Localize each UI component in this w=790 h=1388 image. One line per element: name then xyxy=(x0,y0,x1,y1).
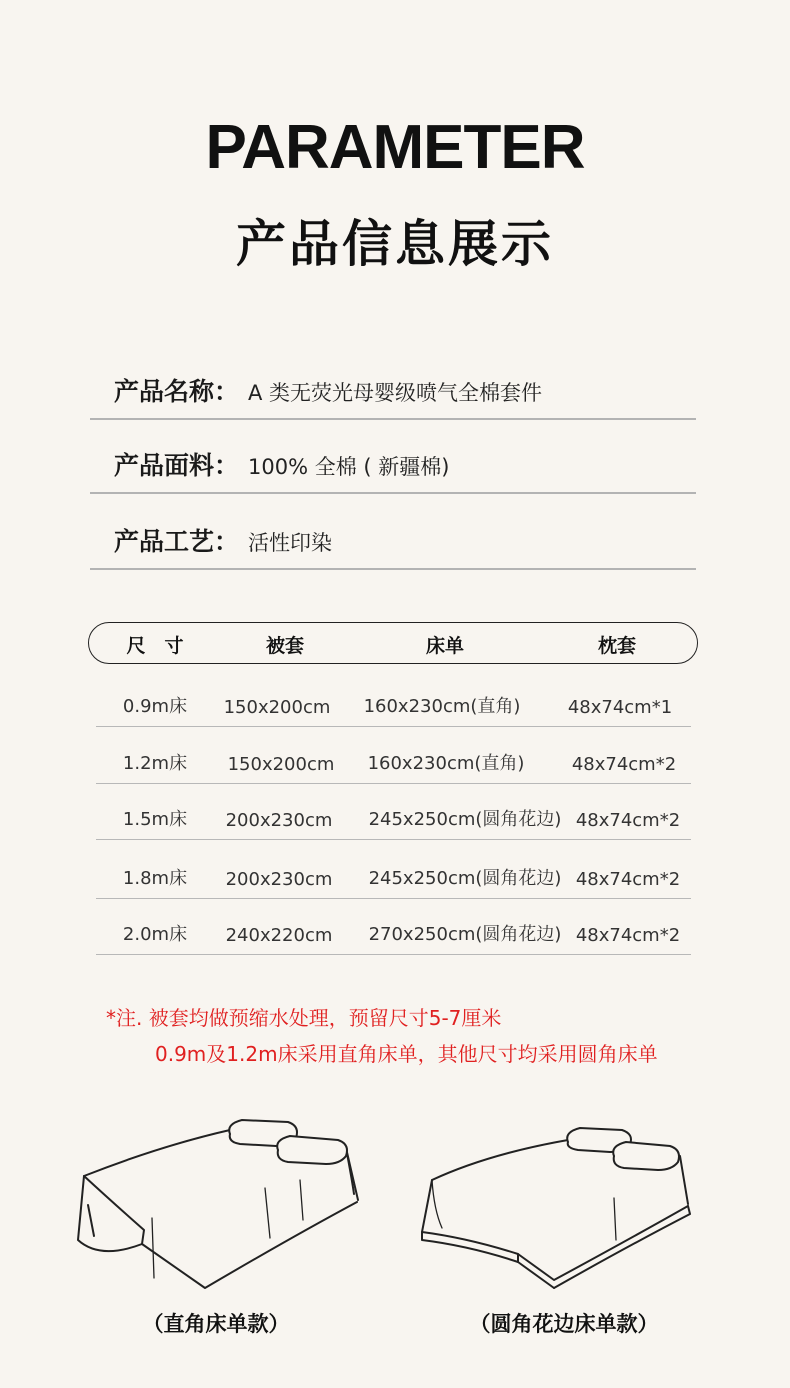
table-row xyxy=(96,842,691,899)
cell-duvet: 150x200cm xyxy=(227,754,335,775)
cell-duvet: 150x200cm xyxy=(223,697,331,718)
cell-duvet: 200x230cm xyxy=(225,810,333,831)
title-english: PARAMETER xyxy=(205,113,585,182)
table-row xyxy=(96,727,691,784)
cell-sheet: 160x230cm(直角) xyxy=(363,696,521,717)
header-size: 尺 寸 xyxy=(126,635,184,657)
cell-sheet: 245x250cm(圆角花边) xyxy=(368,868,562,889)
cell-sheet: 245x250cm(圆角花边) xyxy=(368,809,562,830)
header-pillow: 枕套 xyxy=(597,635,636,657)
note-line-2: 0.9m及1.2m床采用直角床单，其他尺寸均采用圆角床单 xyxy=(155,1042,658,1066)
cell-pillow: 48x74cm*2 xyxy=(575,810,681,831)
info-row-fabric xyxy=(90,432,696,494)
info-row-craft xyxy=(90,508,696,570)
cell-duvet: 200x230cm xyxy=(225,869,333,890)
size-table-header xyxy=(88,622,698,664)
cell-size: 1.2m床 xyxy=(122,753,188,774)
table-row xyxy=(96,898,691,955)
header-sheet: 床单 xyxy=(425,635,464,657)
cell-duvet: 240x220cm xyxy=(225,925,333,946)
info-value: A 类无荧光母婴级喷气全棉套件 xyxy=(248,381,543,405)
caption-square-sheet: （直角床单款） xyxy=(142,1312,290,1336)
info-label: 产品工艺： xyxy=(114,527,240,556)
caption-round-lace-sheet: （圆角花边床单款） xyxy=(469,1312,659,1336)
table-row xyxy=(96,783,691,840)
title-chinese: 产品信息展示 xyxy=(236,215,554,273)
square-sheet-bed-illustration xyxy=(70,1110,370,1295)
cell-size: 0.9m床 xyxy=(122,696,188,717)
cell-pillow: 48x74cm*2 xyxy=(575,869,681,890)
info-row-name xyxy=(90,358,696,420)
cell-sheet: 270x250cm(圆角花边) xyxy=(368,924,562,945)
cell-pillow: 48x74cm*2 xyxy=(575,925,681,946)
cell-size: 1.5m床 xyxy=(122,809,188,830)
round-lace-sheet-bed-illustration xyxy=(418,1120,698,1290)
table-row xyxy=(96,670,691,727)
cell-pillow: 48x74cm*2 xyxy=(571,754,677,775)
cell-sheet: 160x230cm(直角) xyxy=(367,753,525,774)
info-value: 100% 全棉 ( 新疆棉) xyxy=(248,455,450,479)
cell-pillow: 48x74cm*1 xyxy=(567,697,673,718)
info-value: 活性印染 xyxy=(248,531,332,555)
note-line-1: *注. 被套均做预缩水处理，预留尺寸5-7厘米 xyxy=(106,1006,502,1030)
header-duvet: 被套 xyxy=(265,635,304,657)
cell-size: 1.8m床 xyxy=(122,868,188,889)
cell-size: 2.0m床 xyxy=(122,924,188,945)
info-label: 产品名称： xyxy=(114,377,240,406)
info-label: 产品面料： xyxy=(114,451,240,480)
